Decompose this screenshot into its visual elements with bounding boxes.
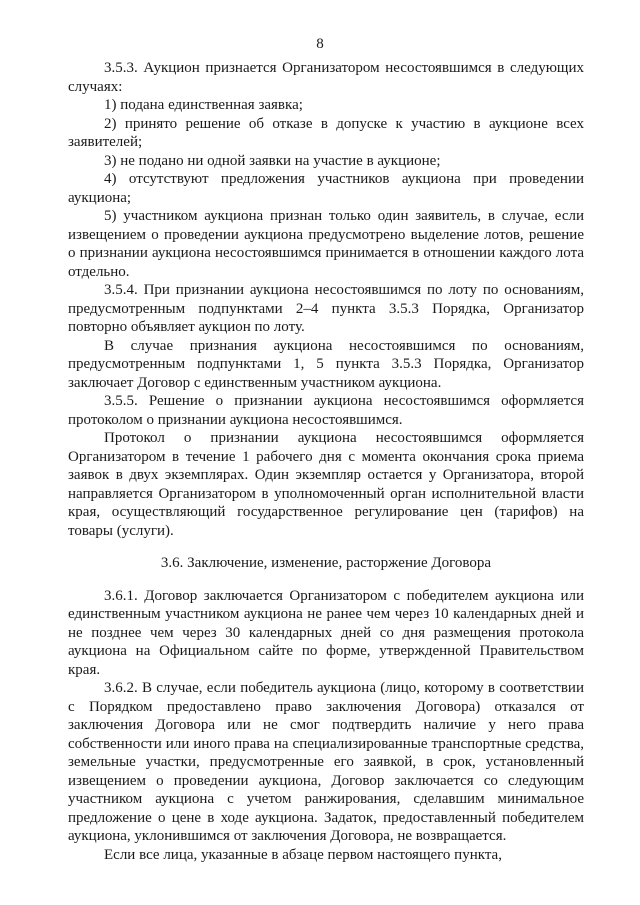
list-item-3: 3) не подано ни одной заявки на участие в аукционе;: [104, 152, 441, 169]
list-item-2: 2) принято решение об отказе в допуске к участию в аукционе всех заявителей;: [68, 115, 584, 150]
paragraph-3-6-1: 3.6.1. Договор заключается Организатором с победителем аукциона или единственным участником аукциона не ранее чем через 10 календарных дней и не позднее чем через 30 календарных дней со дня размещения протокола аукциона на Официальном сайте по форме, утвержденной Правительством края.: [68, 587, 584, 678]
list-item-4: 4) отсутствуют предложения участников аукциона при проведении аукциона;: [68, 171, 584, 206]
document-body: [68, 59, 584, 864]
paragraph-3-5-5: 3.5.5. Решение о признании аукциона несостоявшимся оформляется протоколом о признании аукциона несостоявшимся.: [68, 393, 584, 428]
paragraph-3-5-3: 3.5.3. Аукцион признается Организатором несостоявшимся в следующих случаях:: [68, 60, 584, 95]
section-heading: 3.6. Заключение, изменение, расторжение Договора: [160, 555, 492, 571]
paragraph-3-5-4: 3.5.4. При признании аукциона несостоявшимся по лоту по основаниям, предусмотренным подпунктами 2–4 пункта 3.5.3 Порядка, Организатор повторно объявляет аукцион по лоту.: [68, 282, 584, 335]
paragraph-continuation: Если все лица, указанные в абзаце первом настоящего пункта,: [104, 846, 502, 863]
list-item-5: 5) участником аукциона признан только один заявитель, в случае, если извещением о проведении аукциона предусмотрено выделение лотов, решение о признании аукциона несостоявшимся принимается в отношении каждого лота отдельно.: [68, 208, 584, 280]
page-number: 8: [316, 36, 324, 52]
paragraph-3-6-2: 3.6.2. В случае, если победитель аукциона (лицо, которому в соответствии с Порядком предоставлено право заключения Договора) отказался от заключения Договора или не смог подтвердить наличие у него права собственности или иного права на специализированные транспортные средства, земельные участки, предусмотренные его заявкой, в срок, установленный извещением о проведении аукциона, Договор заключается со следующим участником аукциона с учетом ранжирования, сделавшим минимальное предложение о цене в ходе аукциона. Задаток, предоставленный победителем аукциона, уклонившимся от заключения Договора, не возвращается.: [68, 680, 584, 844]
list-item-1: 1) подана единственная заявка;: [104, 97, 303, 113]
paragraph-3-5-4-case: В случае признания аукциона несостоявшимся по основаниям, предусмотренным подпунктами 1, 5 пункта 3.5.3 Порядка, Организатор заключает Договор с единственным участником аукциона.: [68, 337, 584, 391]
paragraph-protocol: Протокол о признании аукциона несостоявшимся оформляется Организатором в течение 1 рабочего дня с момента окончания срока приема заявок в двух экземплярах. Один экземпляр остается у Организатора, второй направляется Организатором в уполномоченный орган исполнительной власти края, осуществляющий государственное регулирование цен (тарифов) на товары (услуги).: [68, 430, 584, 539]
